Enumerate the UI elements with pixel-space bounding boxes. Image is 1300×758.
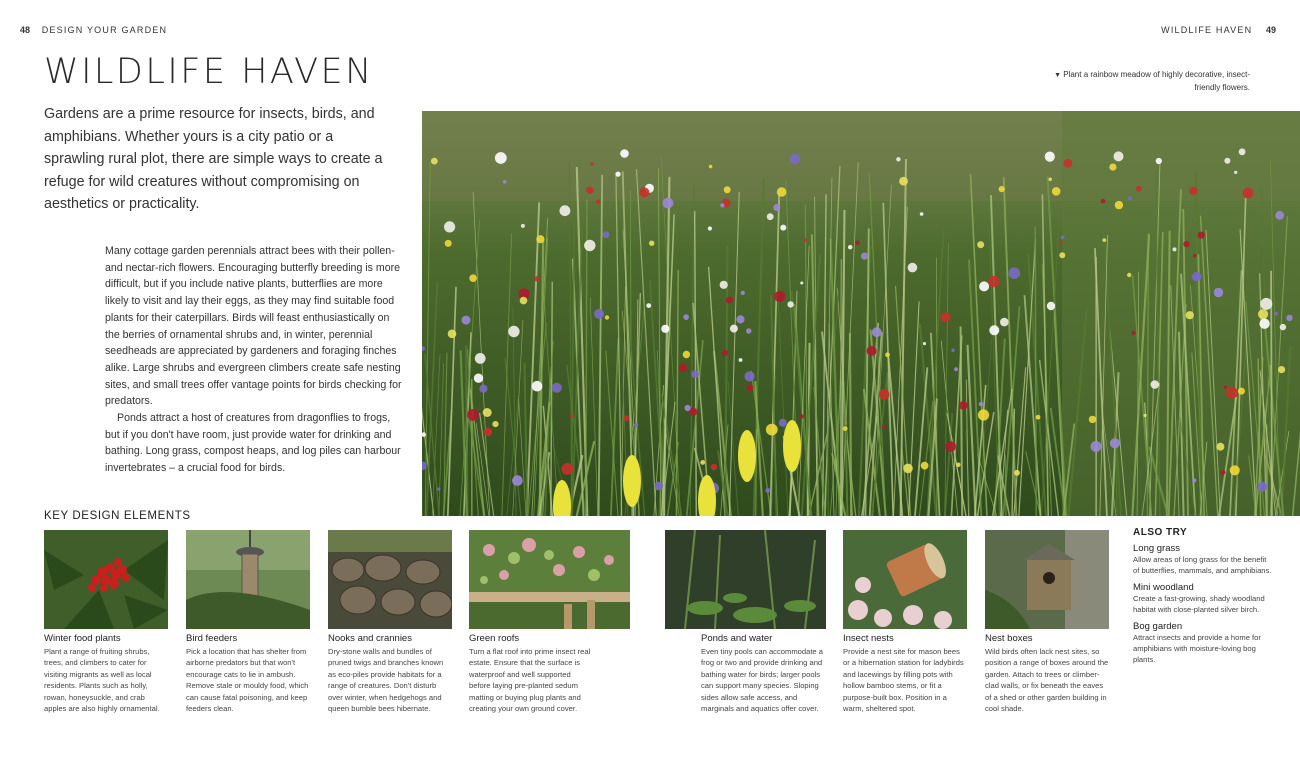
right-running-title: WILDLIFE HAVEN bbox=[1161, 25, 1253, 35]
card-title-bird-feeders: Bird feeders bbox=[186, 633, 238, 644]
card-title-green-roofs: Green roofs bbox=[469, 633, 520, 644]
card-text-nooks-and-crannies: Dry-stone walls and bundles of pruned twigs and branches known as eco-piles provide habitats for a range of creatures. Don't disturb over winter, when hedgehogs and queen bumble bees hibernate. bbox=[328, 647, 444, 714]
also-try-title: ALSO TRY bbox=[1133, 527, 1188, 538]
nest-boxes-photo bbox=[985, 530, 1109, 629]
card-text-insect-nests: Provide a nest site for mason bees or a hibernation station for ladybirds and lacewings by filling pots with hollow bamboo stems, or fit a purpose-built box. Position in a warm, sheltered spot. bbox=[843, 647, 964, 714]
key-design-elements-title: KEY DESIGN ELEMENTS bbox=[44, 510, 191, 522]
also-try-item-text: Attract insects and provide a home for amphibians with moisture-loving bog plants. bbox=[1133, 632, 1261, 665]
card-text-winter-food-plants: Plant a range of fruiting shrubs, trees, and climbers to cater for visiting migrants as well as local residents. Plants such as holly, rowan, honeysuckle, and crab apples are also highly ornamental. bbox=[44, 647, 160, 714]
right-page-number: 49 bbox=[1265, 25, 1276, 35]
also-try-item-text: Create a fast-growing, shady woodland habitat with close-planted silver birch. bbox=[1133, 593, 1265, 615]
intro-text: Gardens are a prime resource for insects, birds, and amphibians. Whether yours is a city patio or a sprawling rural plot, there are simple ways to create a refuge for wild creatures without compromising on aesthetics or practicality. bbox=[44, 106, 383, 213]
also-try-item-title: Long grass bbox=[1133, 543, 1181, 554]
green-roofs-photo bbox=[469, 530, 630, 629]
meadow-photo bbox=[422, 111, 1300, 516]
card-text-nest-boxes: Wild birds often lack nest sites, so position a range of boxes around the garden. Attach to trees or climber-clad walls, or fix beneath the eaves of a shed or other garden building in cool shade. bbox=[985, 647, 1109, 714]
page-title: WILDLIFE HAVEN bbox=[44, 52, 374, 92]
hero-caption-text: Plant a rainbow meadow of highly decorative, insect-friendly flowers. bbox=[1063, 70, 1250, 92]
also-try-item-text: Allow areas of long grass for the benefit of butterflies, mammals, and amphibians. bbox=[1133, 555, 1272, 576]
also-try-item-title: Bog garden bbox=[1133, 620, 1183, 632]
body-text bbox=[105, 243, 405, 477]
card-text-green-roofs: Turn a flat roof into prime insect real estate. Ensure that the surface is waterproof and well supported before laying pre-planted sedum matting or buying plug plants and creating your own ground cover. bbox=[469, 647, 591, 714]
right-running-header bbox=[1161, 25, 1276, 35]
left-running-title: DESIGN YOUR GARDEN bbox=[41, 25, 168, 35]
card-title-winter-food-plants: Winter food plants bbox=[44, 633, 121, 644]
card-title-nooks-and-crannies: Nooks and crannies bbox=[328, 633, 412, 644]
body-paragraph: Many cottage garden perennials attract bees with their pollen- and nectar-rich flowers. Encouraging butterfly breeding is more difficult, but if you include native plants, butterflies are more likely to visit and lay their eggs, as they may find suitable food plants for their caterpillars. Birds will feast enthusiastically on the berries of ornamental shrubs and, in winter, perennial seedheads are appreciated by gardeners and foraging finches alike. Large shrubs and evergreen climbers create safe nesting sites, and small trees offer vantage points for birds checking for predators. bbox=[105, 245, 402, 408]
bird-feeders-photo bbox=[186, 530, 310, 629]
also-try-item-title: Mini woodland bbox=[1133, 581, 1194, 593]
hero-caption bbox=[1050, 69, 1250, 93]
meadow-illustration bbox=[422, 111, 1300, 516]
winter-food-plants-photo bbox=[44, 530, 168, 629]
card-text-bird-feeders: Pick a location that has shelter from airborne predators but that won't encourage cats to lie in ambush. Remove stale or mouldy food, which can cause fatal poisoning, and keep feeders clean. bbox=[186, 647, 309, 714]
ponds-and-water-photo bbox=[665, 530, 826, 629]
card-title-insect-nests: Insect nests bbox=[843, 633, 894, 644]
nooks-and-crannies-photo bbox=[328, 530, 452, 629]
body-paragraph: Ponds attract a host of creatures from dragonflies to frogs, but if you don't have room, just provide water for drinking and bathing. Long grass, compost heaps, and log piles can harbour invertebrates – a crucial food for birds. bbox=[105, 412, 401, 475]
card-title-ponds-and-water: Ponds and water bbox=[701, 633, 773, 644]
card-text-ponds-and-water: Even tiny pools can accommodate a frog or two and provide drinking and bathing water for birds; larger pools can support many species. Sloping sides allow safe access, and marginals and aquatics offer cover. bbox=[701, 647, 823, 714]
card-title-nest-boxes: Nest boxes bbox=[985, 633, 1033, 644]
also-try-panel bbox=[1133, 527, 1273, 666]
left-page-number: 48 bbox=[20, 25, 31, 35]
left-running-header bbox=[20, 25, 167, 35]
caption-marker-icon: ▼ bbox=[1054, 72, 1061, 79]
insect-nests-photo bbox=[843, 530, 967, 629]
